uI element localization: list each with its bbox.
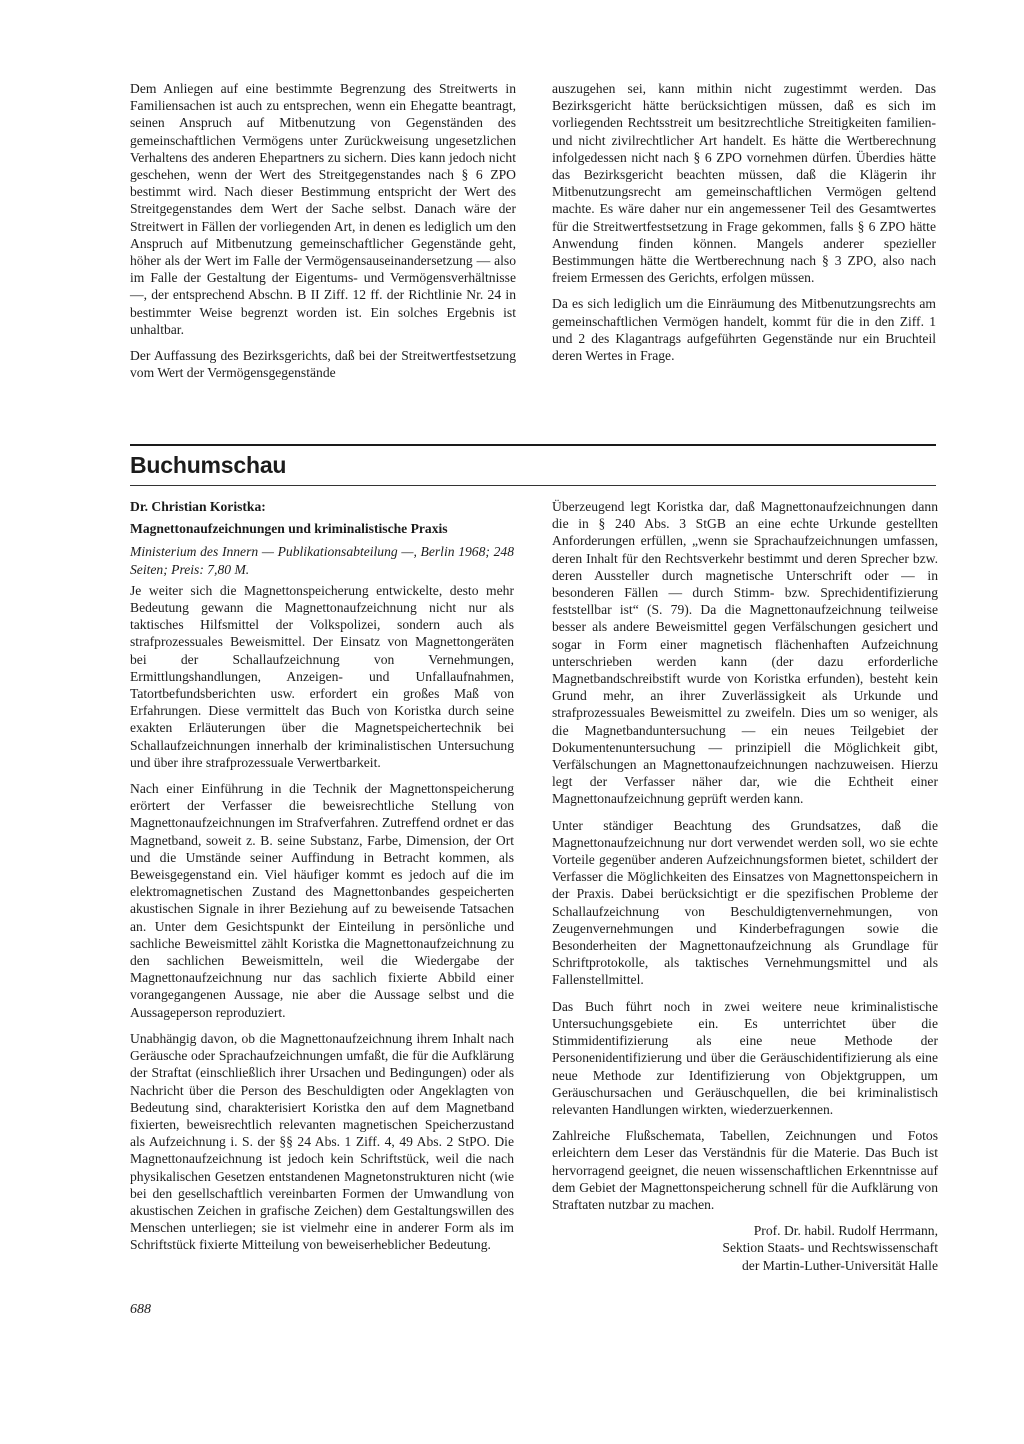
paragraph: Da es sich lediglich um die Einräumung des Mitbenutzungsrechts am gemeinschaftlichen Vermögen handelt, kommt für die in den Ziff. 1 und 2 des Klagantrags aufgeführten Gegenstände nur ein Bruchteil deren Wertes in Frage. xyxy=(552,296,936,364)
paragraph: auszugehen sei, kann mithin nicht zugestimmt werden. Das Bezirksgericht hätte berücksichtigen müssen, daß es sich im vorliegenden Rechtsstreit um besitzrechtliche Streitigkeiten familien- und nicht zivilrechtlicher Art handelt. Es hätte die Wertberechnung infolgedessen nicht nach § 6 ZPO vornehmen dürfen. Überdies hätte das Bezirksgericht beachten müssen, daß die Klägerin ihr Mitbenutzungsrecht am gemeinschaftlichen Vermögen geltend machte. Es wäre daher nur ein angemessener Teil des Gesamtwertes für die Streitwertfestsetzung in Frage gekommen, falls § 6 ZPO hätte Anwendung finden können. Mangels anderer spezieller Bestimmungen hätte die Wertberechnung nach § 3 ZPO, also nach freiem Ermessen des Gerichts, erfolgen müssen. xyxy=(552,81,936,286)
paragraph: Das Buch führt noch in zwei weitere neue kriminalistische Untersuchungsgebiete ein. Es unterrichtet über die Stimmidentifizierung als eine neue Methode der Personenidentifizierung und über die Geräuschidentifizierung als eine neue Methode zur Identifizierung von Objektgruppen, um Geräuschursachen und Geräuschquellen, die bei kriminalistisch relevanten Handlungen wirkten, wiederzuerkennen. xyxy=(552,998,938,1117)
paragraph: Unabhängig davon, ob die Magnettonaufzeichnung ihrem Inhalt nach Geräusche oder Sprachaufzeichnungen umfaßt, die für die Aufklärung der Straftat (einschließlich ihrer Ursachen und Bedingungen) oder als Nachricht über die Person des Beschuldigten oder Angeklagten von Bedeutung sind, charakterisiert Koristka den auf dem Magnetband fixierten, beweisrechtlich relevanten magnetischen Speicherzustand als Aufzeichnung i. S. der §§ 24 Abs. 1 Ziff. 4, 49 Abs. 2 StPO. Die Magnettonaufzeichnung ist jedoch kein Schriftstück, weil die nach physikalischen Gesetzen entstandenen Magnetonstrukturen nicht (wie bei den gesellschaftlich vereinbarten Formen der Umwandlung von akustischen Zeichen in grafische Zeichen) dem Gestaltungswillen des Menschen unterliegen; sie ist vielmehr eine in anderer Form als im Schriftstück fixierte Mitteilung von beweiserheblicher Bedeutung. xyxy=(130,1030,514,1253)
review-left-column xyxy=(130,498,514,1263)
reviewer-name: Prof. Dr. habil. Rudolf Herrmann, xyxy=(753,1223,938,1239)
page-number: 688 xyxy=(130,1302,151,1317)
review-book-title: Magnettonaufzeichnungen und kriminalistische Praxis xyxy=(130,521,448,537)
section-heading: Buchumschau xyxy=(130,452,287,478)
top-left-column xyxy=(130,80,516,390)
paragraph: Zahlreiche Flußschemata, Tabellen, Zeichnungen und Fotos erleichtern dem Leser das Verständnis für die Materie. Das Buch ist hervorragend geeignet, die neuen wissenschaftlichen Erkenntnisse auf dem Gebiet der Magnettonspeicherung schnell für die Aufklärung von Straftaten nutzbar zu machen. xyxy=(552,1128,938,1212)
paragraph: Der Auffassung des Bezirksgerichts, daß bei der Streitwertfestsetzung vom Wert der Vermögensgegenstände xyxy=(130,348,516,381)
paragraph: Je weiter sich die Magnettonspeicherung entwickelte, desto mehr Bedeutung gewann die Magnettonaufzeichnung nicht nur als taktisches Hilfsmittel der Volkspolizei, sondern auch als strafprozessuales Beweismittel. Der Einsatz von Magnettongeräten bei der Schallaufzeichnung von Vernehmungen, Ermittlungshandlungen, Anzeigen- und Unfallaufnahmen, Tatortbefundsberichten usw. erfordert ein großes Maß von Erfahrungen. Diese vermittelt das Buch von Koristka durch seine exakten Erläuterungen über die Magnetspeichertechnik bei Schallaufzeichnungen innerhalb der kriminalistischen Untersuchung und über ihre strafprozessuale Verwertbarkeit. xyxy=(130,582,514,770)
paragraph: Unter ständiger Beachtung des Grundsatzes, daß die Magnettonaufzeichnung nur dort verwendet werden soll, wo sie echte Vorteile gegenüber anderen Aufzeichnungsformen bietet, schildert der Verfasser die Möglichkeiten des Einsatzes von Magnettonspeichern in der Praxis. Dabei berücksichtigt er die spezifischen Probleme der Schallaufzeichnung von Beschuldigtenvernehmungen, von Zeugenvernehmungen und Kinderbefragungen sowie die Besonderheiten der Magnettonaufzeichnung als Grundlage für Schriftprotokolle, als taktisches Vernehmungsmittel und als Fallenstellmittel. xyxy=(552,817,938,988)
reviewer-signature xyxy=(552,1222,938,1274)
paragraph: Nach einer Einführung in die Technik der Magnettonspeicherung erörtert der Verfasser die beweisrechtliche Stellung von Magnettonaufzeichnungen im Strafverfahren. Zutreffend ordnet er das Magnetband, soweit z. B. seine Substanz, Farbe, Dimension, der Ort und die Umstände seiner Auffindung in Betracht kommen, als Beweisgegenstand ein. Viel häufiger kommt es jedoch auf die im elektromagnetischen Zustand des Magnettonbandes gespeicherten akustischen Signale in ihrer Beziehung auf zu beweisende Tatsachen an. Unter dem Gesichtspunkt der Einteilung in persönliche und sachliche Beweismittel zählt Koristka die Magnettonaufzeichnung zu den sachlichen Beweismitteln, weil die Wiedergabe der Magnettonaufzeichnung nur das sachlich fixierte Abbild einer vorangegangenen Aussage, nie aber die Aussage selbst und die Aussageperson reproduziert. xyxy=(130,781,514,1020)
top-right-column xyxy=(552,80,936,373)
reviewer-university: der Martin-Luther-Universität Halle xyxy=(741,1257,938,1273)
reviewer-department: Sektion Staats- und Rechtswissenschaft xyxy=(722,1240,938,1256)
review-right-column xyxy=(552,498,938,1274)
review-publication-info: Ministerium des Innern — Publikationsabteilung —, Berlin 1968; 248 Seiten; Preis: 7,80 M. xyxy=(130,544,514,577)
section-divider xyxy=(130,444,936,446)
paragraph: Dem Anliegen auf eine bestimmte Begrenzung des Streitwerts in Familiensachen ist auch zu entsprechen, wenn ein Ehegatte beantragt, seinen Anspruch auf Mitbenutzung von Gegenständen des gemeinschaftlichen Vermögens unter Zurückweisung ungesetzlichen Verhaltens des anderen Ehepartners zu sichern. Dies kann jedoch nicht geschehen, wenn der Wert des Streitgegenstandes nach § 6 ZPO bestimmt wird. Nach dieser Bestimmung entspricht der Wert des Streitgegenstandes dem Wert der Sache selbst. Danach wäre der Streitwert in Fällen der vorliegenden Art, in denen es lediglich um den Anspruch auf Mitbenutzung gemeinschaftlicher Gegenstände geht, höher als der Wert im Falle der Vermögensauseinandersetzung — also im Falle der Gestaltung der Eigentums- und Vermögensverhältnisse —, der entsprechend Abschn. B II Ziff. 12 ff. der Richtlinie Nr. 24 in bestimmter Weise begrenzt worden ist. Ein solches Ergebnis ist unhaltbar. xyxy=(130,81,516,337)
review-author: Dr. Christian Koristka: xyxy=(130,499,266,514)
paragraph: Überzeugend legt Koristka dar, daß Magnettonaufzeichnungen dann die in § 240 Abs. 3 StGB an eine echte Urkunde gestellten Anforderungen erfüllen, „wenn sie Sprachaufzeichnungen umfassen, deren Inhalt für den Rechtsverkehr bestimmt und deren Sprecher bzw. deren Aussteller durch magnetische Unterschrift oder — in besonderen Fällen — durch Stimm- bzw. Sprechidentifizierung feststellbar ist“ (S. 79). Da die Magnettonaufzeichnung teilweise besser als andere Beweismittel gegen Verfälschungen gesichert und sogar in Form einer magnetisch flächenhaften Aufzeichnung unterschrieben werden kann (der dazu erforderliche Magnetbandschreibstift wurde von Koristka erfunden), besteht kein Grund mehr, an ihrer Zuverlässigkeit als Urkunde und strafprozessuales Beweismittel zu zweifeln. Dies um so weniger, als die Magnetbanduntersuchung — ein neues Teilgebiet der Dokumentenuntersuchung — prinzipiell die Möglichkeit gibt, Verfälschungen an Magnettonaufzeichnungen nachzuweisen. Hierzu legt der Verfasser näher dar, wie die Echtheit einer Magnettonaufzeichnung geprüft werden kann. xyxy=(552,499,938,807)
heading-underline xyxy=(130,485,936,486)
